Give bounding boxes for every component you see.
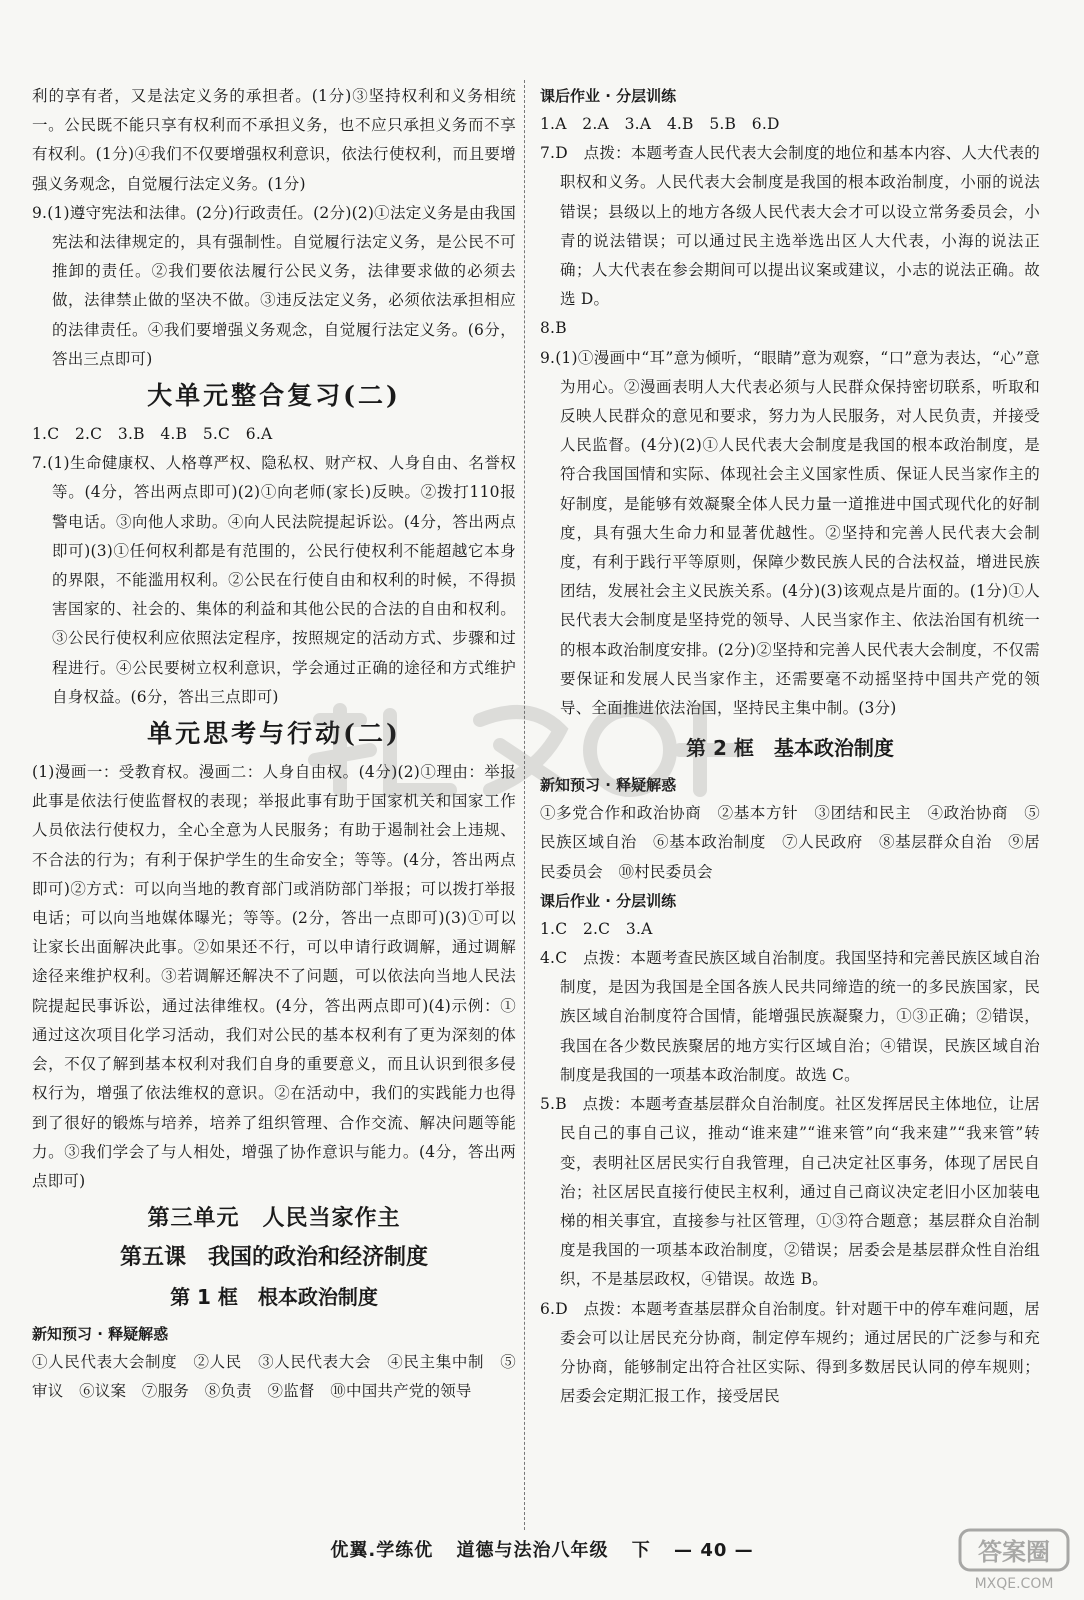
review-choice-answers: 1.C 2.C 3.B 4.B 5.C 6.A	[32, 425, 273, 444]
watermark-corner-url: MXQE.COM	[974, 1576, 1054, 1592]
homework-answer-9: 9.(1)①漫画中“耳”意为倾听，“眼睛”意为观察，“口”意为表达，“心”意为用心。②漫画表明人大代表必须与人民群众保持密切联系，听取和反映人民群众的意见和要求，努力为人民服务，对人民负责，并接受人民监督。(4分)(2)①人民代表大会制度是我国的根本政治制度，是符合我国国情和实际、体现社会主义国家性质、保证人民当家作主的好制度，是能够有效凝聚全体人民力量一道推进中国式现代化的好制度，具有强大生命力和显著优越性。②坚持和完善人民代表大会制度，有利于践行平等原则，保障少数民族人民的合法权益，增进民族团结，发展社会主义民族关系。(4分)(3)该观点是片面的。(1分)①人民代表大会制度是坚持党的领导、人民当家作主、依法治国有机统一的根本政治制度安排。(2分)②坚持和完善人民代表大会制度，不仅需要保证和发展人民当家作主，还需要毫不动摇坚持中国共产党的领导、全面推进依法治国，坚持民主集中制。(3分)	[540, 348, 1040, 718]
think-act-answer: (1)漫画一：受教育权。漫画二：人身自由权。(4分)(2)①理由：举报此事是依法行使监督权的表现；举报此事有助于国家机关和国家工作人员依法行使权力，全心全意为人民服务；有助于遏制社会上违规、不合法的行为；有利于保护学生的生命安全；等等。(4分，答出两点即可)②方式：可以向当地的教育部门或消防部门举报；可以拨打举报电话；可以向当地媒体曝光；等等。(2分，答出一点即可)(3)①可以让家长出面解决此事。②如果还不行，可以申请行政调解，通过调解途径来维护权利。③若调解还解决不了问题，可以依法向当地人民法院提起民事诉讼，通过法律维权。(4分，答出两点即可)(4)示例：①通过这次项目化学习活动，我们对公民的基本权利有了更为深刻的体会，不仅了解到基本权利对我们自身的重要意义，而且认识到很多侵权行为，增强了依法维权的意识。②在活动中，我们的实践能力也得到了很好的锻炼与培养，培养了组织管理、合作交流、解决问题等能力。③我们学会了与人相处，增强了协作意识与能力。(4分，答出两点即可)	[32, 763, 516, 1190]
preview-answers-2: ①多党合作和政治协商 ②基本方针 ③团结和民主 ④政治协商 ⑤民族区域自治 ⑥基本政治制度 ⑦人民政府 ⑧基层群众自治 ⑨居民委员会 ⑩村民委员会	[540, 804, 1040, 881]
homework2-choice-answers: 1.C 2.C 3.A	[540, 919, 653, 938]
homework2-answer-5: 5.B 点拨：本题考查基层群众自治制度。社区发挥居民主体地位，让居民自己的事自己议，推动“谁来建”“谁来管”向“我来建”“我来管”转变，表明社区居民实行自我管理，自己决定社区事务，体现了居民自治；社区居民直接行使民主权利，通过自己商议决定老旧小区加装电梯的相关事宜，直接参与社区管理，①③符合题意；基层群众自治制度是我国的一项基本政治制度，②错误；居委会是基层群众性自治组织，不是基层政权，④错误。故选 B。	[540, 1095, 1040, 1289]
homework-answer-8: 8.B	[540, 319, 567, 338]
footer-subject: 道德与法治八年级	[456, 1540, 609, 1561]
footer-volume: 下	[631, 1540, 651, 1561]
page-number: — 40 —	[674, 1540, 754, 1561]
heading-unit-3: 第三单元 人民当家作主	[147, 1206, 401, 1232]
heading-frame-1: 第 1 框 根本政治制度	[170, 1285, 378, 1310]
preview-answers: ①人民代表大会制度 ②人民 ③人民代表大会 ④民主集中制 ⑤审议 ⑥议案 ⑦服务 ⑧负责 ⑨监督 ⑩中国共产党的领导	[32, 1353, 516, 1401]
left-column	[32, 82, 516, 1407]
heading-unit-think-act: 单元思考与行动(二)	[147, 719, 401, 749]
section-preview-label: 新知预习 · 释疑解惑	[32, 1325, 169, 1344]
answer-8-continued: 利的享有者，又是法定义务的承担者。(1分)③坚持权利和义务相统一。公民既不能只享有权利而不承担义务，也不应只承担义务而不享有权利。(1分)④我们不仅要增强权利意识，依法行使权利，而且要增强义务观念，自觉履行法定义务。(1分)	[32, 87, 516, 193]
footer-brand: 优翼.学练优	[330, 1540, 434, 1561]
page-footer	[0, 1536, 1084, 1562]
watermark-corner-text: 答案圈	[978, 1538, 1050, 1566]
section-homework-label-2: 课后作业 · 分层训练	[540, 891, 677, 910]
homework-choice-answers: 1.A 2.A 3.A 4.B 5.B 6.D	[540, 115, 780, 133]
homework-answer-7: 7.D 点拨：本题考查人民代表大会制度的地位和基本内容、人大代表的职权和义务。人民代表大会制度是我国的根本政治制度，小丽的说法错误；县级以上的地方各级人民代表大会才可以设立常务委员会，小青的说法错误；可以通过民主选举选出区人大代表，小海的说法正确；人大代表在参会期间可以提出议案或建议，小志的说法正确。故选 D。	[540, 144, 1040, 309]
heading-unit-review: 大单元整合复习(二)	[147, 381, 401, 411]
column-divider	[524, 80, 525, 1530]
heading-lesson-5: 第五课 我国的政治和经济制度	[119, 1245, 428, 1271]
answer-9: 9.(1)遵守宪法和法律。(2分)行政责任。(2分)(2)①法定义务是由我国宪法和法律规定的，具有强制性。自觉履行法定义务，是公民不可推卸的责任。②我们要依法履行公民义务，法律要求做的必须去做，法律禁止做的坚决不做。③违反法定义务，必须依法承担相应的法律责任。④我们要增强义务观念，自觉履行法定义务。(6分，答出三点即可)	[32, 203, 516, 368]
homework2-answer-6: 6.D 点拨：本题考查基层群众自治制度。针对题干中的停车难问题，居委会可以让居民充分协商，制定停车规约；通过居民的广泛参与和充分协商，能够制定出符合社区实际、得到多数居民认同的停车规则；居委会定期汇报工作，接受居民	[540, 1299, 1040, 1406]
right-column	[540, 82, 1040, 1411]
section-homework-label: 课后作业 · 分层训练	[540, 87, 677, 105]
section-preview-label-2: 新知预习 · 释疑解惑	[540, 776, 677, 795]
review-answer-7: 7.(1)生命健康权、人格尊严权、隐私权、财产权、人身自由、名誉权等。(4分，答出两点即可)(2)①向老师(家长)反映。②拨打110报警电话。③向他人求助。④向人民法院提起诉讼。(4分，答出两点即可)(3)①任何权利都是有范围的，公民行使权利不能超越它本身的界限，不能滥用权利。②公民在行使自由和权利的时候，不得损害国家的、社会的、集体的利益和其他公民的合法的自由和权利。③公民行使权利应依照法定程序，按照规定的活动方式、步骤和过程进行。④公民要树立权利意识，学会通过正确的途径和方式维护自身权益。(6分，答出三点即可)	[32, 454, 516, 706]
heading-frame-2: 第 2 框 基本政治制度	[686, 736, 894, 761]
homework2-answer-4: 4.C 点拨：本题考查民族区域自治制度。我国坚持和完善民族区域自治制度，是因为我国是全国各族人民共同缔造的统一的多民族国家，民族区域自治制度符合国情，能增强民族凝聚力，①③正确；②错误，我国在各少数民族聚居的地方实行区域自治；④错误，民族区域自治制度是我国的一项基本政治制度。故选 C。	[540, 949, 1040, 1084]
